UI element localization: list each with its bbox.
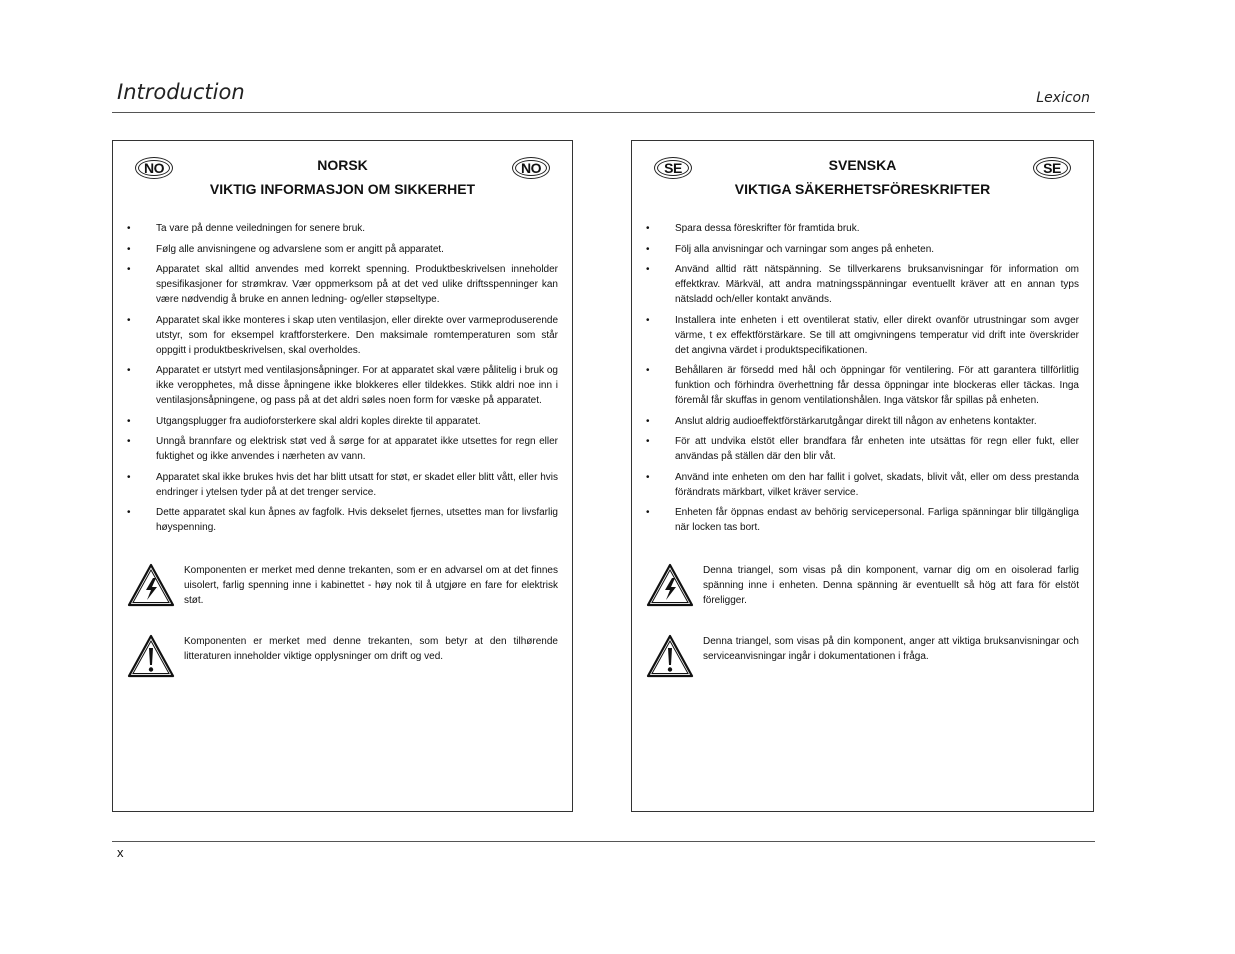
panel-heading — [113, 153, 572, 201]
warning-text: Denna triangel, som visas på din komponent, anger att viktiga bruksanvisningar och serviceanvisningar ingår i dokumentationen i fråga. — [703, 636, 1079, 662]
attention-warning — [127, 634, 558, 683]
warning-text: Komponenten er merket med denne trekanten, som betyr at den tilhørende litteraturen inneholder viktige opplysninger om drift og ved. — [184, 636, 558, 662]
list-item: • Installera inte enheten i ett oventilerat stativ, eller direkt ovanför utrustningar som avger värme, t ex effektförstärkare. Se till att omgivningens temperatur vid drift inte överskrider det angivna värdet i produktspecifikationen. — [646, 313, 1079, 358]
lightning-triangle-icon — [646, 563, 696, 612]
lightning-triangle-icon — [127, 563, 177, 612]
list-item: • Apparatet skal ikke monteres i skap uten ventilasjon, eller direkte over varmeproduserende utstyr, som for eksempel kraftforsterkere. Den maksimale romtemperaturen som står oppgitt i produktbeskrivelsen, skal overholdes. — [127, 313, 558, 358]
safety-subtitle: VIKTIG INFORMASJON OM SIKKERHET — [209, 181, 476, 197]
list-item: • För att undvika elstöt eller brandfara får enheten inte utsättas för regn eller fukt, eller användas på ställen där den blir våt. — [646, 434, 1079, 464]
header-rule — [112, 112, 1095, 113]
list-item: • Følg alle anvisningene og advarslene som er angitt på apparatet. — [127, 242, 558, 257]
list-item: • Ta vare på denne veiledningen for senere bruk. — [127, 221, 558, 236]
attention-warning — [646, 634, 1079, 683]
list-item: • Dette apparatet skal kun åpnes av fagfolk. Hvis dekselet fjernes, utsettes man for livsfarlig høyspenning. — [127, 505, 558, 535]
list-item: • Utgangsplugger fra audioforsterkere skal aldri koples direkte til apparatet. — [127, 414, 558, 429]
list-item: • Spara dessa föreskrifter för framtida bruk. — [646, 221, 1079, 236]
language-title: SVENSKA — [828, 157, 897, 173]
list-item: • Följ alla anvisningar och varningar som anges på enheten. — [646, 242, 1079, 257]
brand-name: Lexicon — [1036, 90, 1090, 106]
list-item: • Enheten får öppnas endast av behörig servicepersonal. Farliga spänningar blir tillgängliga när locken tas bort. — [646, 505, 1079, 535]
list-item: • Behållaren är försedd med hål och öppningar för ventilering. För att garantera tillförlitlig funktion och förhindra överhettning får dessa öppningar inte blockeras eller täckas. Inga föremål får skuffas in genom ventilationshålen. Inga vätskor får spillas på enheten. — [646, 363, 1079, 408]
language-badge-left: SE — [654, 157, 692, 179]
language-badge-right: NO — [512, 157, 550, 179]
language-title: NORSK — [317, 157, 368, 173]
page-number: x — [117, 845, 124, 860]
safety-list — [646, 221, 1079, 541]
exclamation-triangle-icon — [646, 634, 696, 683]
safety-panel-svenska — [631, 140, 1094, 812]
list-item: • Anslut aldrig audioeffektförstärkarutgångar direkt till någon av enhetens kontakter. — [646, 414, 1079, 429]
list-item: • Använd alltid rätt nätspänning. Se tillverkarens bruksanvisningar för information om effektkrav. Märkväl, att andra matningsspänningar eventuellt kräver att en annan typs nätsladd och/eller kontakt används. — [646, 262, 1079, 307]
voltage-warning — [127, 563, 558, 612]
safety-subtitle: VIKTIGA SÄKERHETSFÖRESKRIFTER — [734, 181, 991, 197]
list-item: • Apparatet skal alltid anvendes med korrekt spenning. Produktbeskrivelsen inneholder spesifikasjoner for strømkrav. Vær oppmerksom på at det ved ulike driftsspenninger kan være nødvendig å bruke en annen ledning- og/eller støpseltype. — [127, 262, 558, 307]
safety-list — [127, 221, 558, 541]
panel-heading — [632, 153, 1093, 201]
safety-panel-norsk — [112, 140, 573, 812]
language-badge-right: SE — [1033, 157, 1071, 179]
warning-text: Komponenten er merket med denne trekanten, som er en advarsel om at det finnes uisolert, farlig spenning inne i kabinettet - høy nok til å utgjøre en fare for elektrisk støt. — [184, 565, 558, 606]
footer-rule — [112, 841, 1095, 842]
exclamation-triangle-icon — [127, 634, 177, 683]
page-title: Introduction — [117, 80, 245, 104]
list-item: • Unngå brannfare og elektrisk støt ved å sørge for at apparatet ikke utsettes for regn eller fuktighet og ikke anvendes i nærheten av vann. — [127, 434, 558, 464]
voltage-warning — [646, 563, 1079, 612]
language-badge-left: NO — [135, 157, 173, 179]
list-item: • Apparatet skal ikke brukes hvis det har blitt utsatt for støt, er skadet eller blitt vått, eller hvis endringer i ytelsen tyder på at det trenger service. — [127, 470, 558, 500]
warning-text: Denna triangel, som visas på din komponent, varnar dig om en oisolerad farlig spänning inne i enheten. Denna spänning är eventuellt så hög att fara för elstöt föreligger. — [703, 565, 1079, 606]
list-item: • Använd inte enheten om den har fallit i golvet, skadats, blivit våt, eller om dess prestanda förändrats märkbart, vilket kräver service. — [646, 470, 1079, 500]
list-item: • Apparatet er utstyrt med ventilasjonsåpninger. For at apparatet skal være pålitelig i bruk og ikke veropphetes, må disse åpningene ikke blokkeres eller tildekkes. Stikk aldri noe inn i ventilasjonsåpningene, og pass på at det aldri søles noen form for væske på apparatet. — [127, 363, 558, 408]
